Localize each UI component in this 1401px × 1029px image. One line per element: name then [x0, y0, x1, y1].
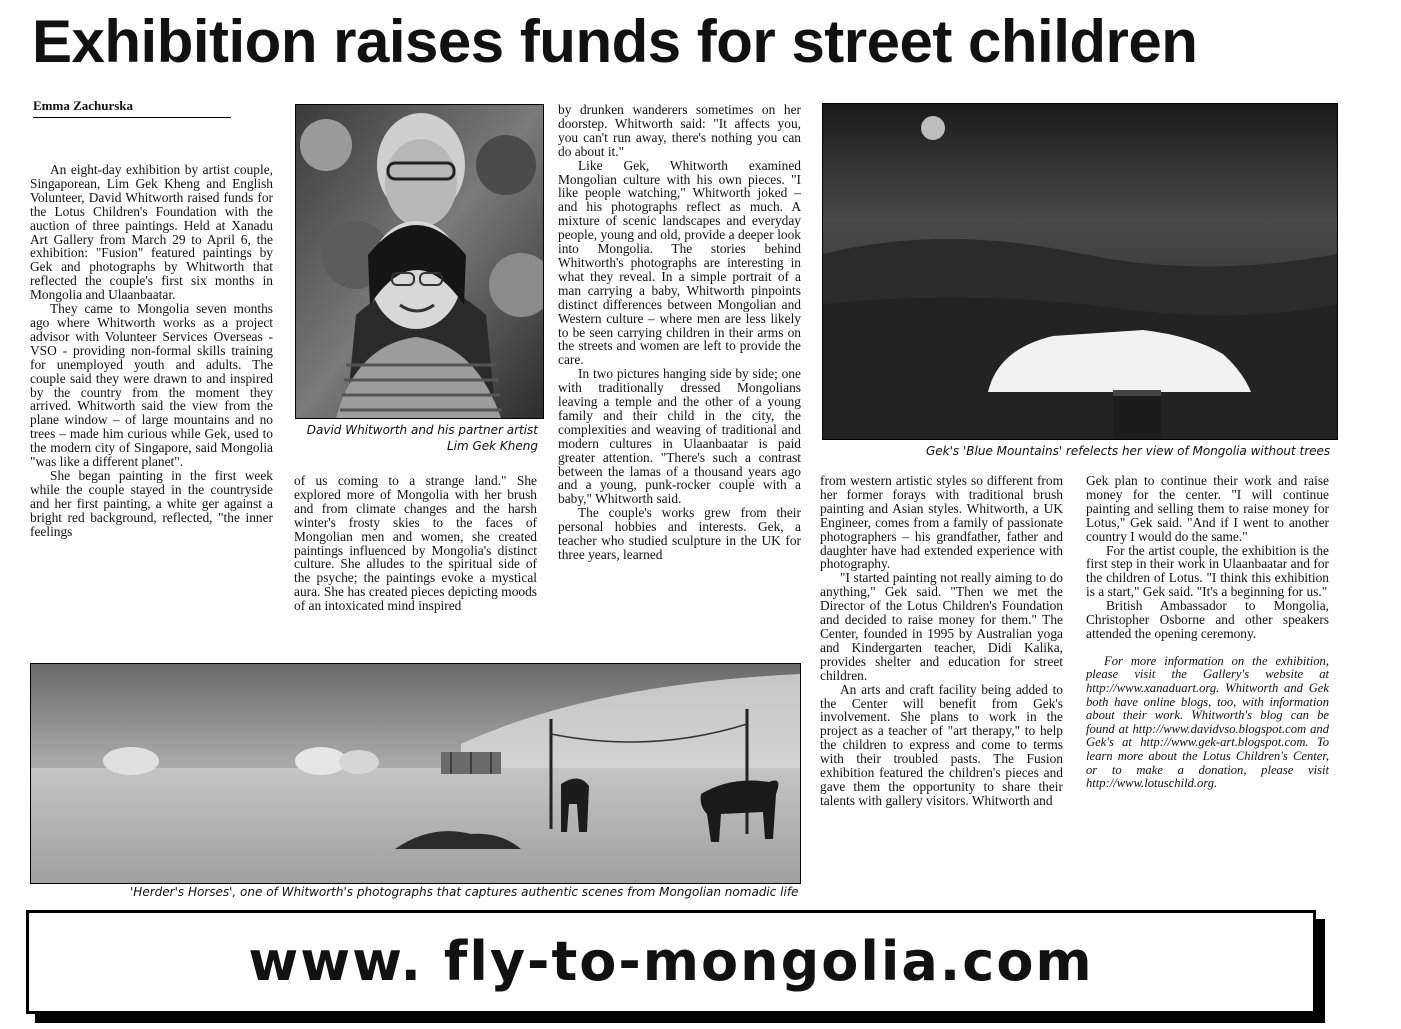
paragraph: For the artist couple, the exhibition is the first step in their work in Ulaanbaatar and for the children of Lotus. "I think this exhibition is a start," Gek said. "It's a beginning for us."	[1086, 542, 1329, 600]
article-column-5	[1086, 474, 1329, 791]
paragraph: In two pictures hanging side by side; one with traditionally dressed Mongolians leaving a temple and the other of a young family and their child in the city, the complexities and weaving of traditional and modern cultures in Ulaanbaatar is paid greater attention. "There's such a contrast between the lamas of a thousand years ago and a young, punk-rocker couple with a baby," Whitworth said.	[558, 366, 801, 507]
portrait-caption	[296, 422, 538, 454]
paragraph: An arts and craft facility being added to the Center will benefit from Gek's involvement. She plans to work in the project as a teacher of "art therapy," to help the children to express and come to terms with their troubled pasts. The Fusion exhibition featured the children's pieces and gave them the opportunity to share their talents with gallery visitors. Whitworth and	[820, 681, 1063, 808]
website-banner	[26, 910, 1316, 1014]
portrait-caption-line: David Whitworth and his partner artist	[306, 423, 538, 437]
paragraph: by drunken wanderers sometimes on her doorstep. Whitworth said: "It affects you, you can't run away, there's nothing you can do about it."	[558, 102, 801, 159]
paragraph: The couple's works grew from their personal hobbies and interests. Gek, a teacher who studied sculpture in the UK for three years, learned	[558, 505, 801, 562]
paragraph: Gek plan to continue their work and raise money for the center. "I will continue painting and selling them to raise money for Lotus," Gek said. "And if I went to another country I would do the same."	[1086, 473, 1329, 544]
portrait-photo	[295, 104, 544, 419]
horses-image	[31, 664, 800, 883]
paragraph: "I started painting not really aiming to do anything," Gek said. "Then we met the Director of the Lotus Children's Foundation and decided to raise money for them." The Center, founded in 1995 by Australian yoga and Kindergarten teacher, Didi Kalika, provides shelter and education for street children.	[820, 570, 1063, 683]
portrait-caption-line: Lim Gek Kheng	[446, 439, 538, 453]
more-information-note: For more information on the exhibition, please visit the Gallery's website at http://www.xanaduart.org. Whitworth and Gek both have online blogs, too, with information about their work. Whitworth's blog can be found at http://www.davidvso.blogspot.com and Gek's at http://www.gek-art.blogspot.com. To learn more about the Lotus Children's Center, or to make a donation, please visit http://www.lotuschild.org.	[1086, 653, 1329, 791]
byline: Emma Zachurska	[33, 98, 231, 118]
paragraph: An eight-day exhibition by artist couple, Singaporean, Lim Gek Kheng and English Volunteer, David Whitworth raised funds for the Lotus Children's Foundation with the auction of three paintings. Held at Xanadu Art Gallery from March 29 to April 6, the exhibition: "Fusion" featured paintings by Gek and photographs by Whitworth that reflected the couple's first six months in Mongolia and Ulaanbaatar.	[30, 162, 273, 303]
painting-image	[823, 104, 1337, 439]
blue-mountains-painting	[822, 103, 1338, 440]
article-column-2	[294, 474, 537, 613]
herders-horses-photo	[30, 663, 801, 884]
paragraph: Like Gek, Whitworth examined Mongolian culture with his own pieces. "I like people watching," Whitworth joked – and his photographs reflect as much. A mixture of scenic landscapes and everyday people, young and old, provide a deeper look into Mongolia. The stories behind Whitworth's photographs are interesting in what they reveal. In a simple portrait of a man carrying a baby, Whitworth pinpoints distinct differences between Mongolian and Western culture – where men are less likely to be seen carrying children in their arms on the streets and women are left to provide the care.	[558, 157, 801, 368]
paragraph: from western artistic styles so different from her former forays with traditional brush painting and Asian styles. Whitworth, a UK Engineer, comes from a family of passionate photographers – his grandfather, father and daughter have had extended experience with photography.	[820, 473, 1063, 572]
website-url[interactable]: www. fly-to-mongolia.com	[248, 930, 1094, 993]
article-column-1	[30, 163, 273, 538]
horses-caption: 'Herder's Horses', one of Whitworth's photographs that captures authentic scenes from Mongolian nomadic life	[130, 885, 799, 899]
paragraph: They came to Mongolia seven months ago where Whitworth works as a project advisor with Volunteer Services Overseas - VSO - providing non-formal skills training for unemployed youth and adults. The couple said they were drawn to and inspired by the country from the moment they arrived. Whitworth said the view from the plane window – of large mountains and no trees – made him curious while Gek, used to the modern city of Singapore, said Mongolia "was like a different planet".	[30, 301, 273, 470]
paragraph: of us coming to a strange land." She explored more of Mongolia with her brush and from climate changes and the harsh winter's frosty skies to the faces of Mongolian men and women, she created paintings influenced by Mongolia's distinct culture. She alludes to the spiritual side of the psyche; the paintings evoke a mystical aura. She has created pieces depicting moods of an intoxicated mind inspired	[294, 473, 537, 614]
article-column-4	[820, 474, 1063, 808]
paragraph: British Ambassador to Mongolia, Christopher Osborne and other speakers attended the opening ceremony.	[1086, 598, 1329, 641]
painting-caption: Gek's 'Blue Mountains' refelects her view of Mongolia without trees	[926, 444, 1331, 458]
portrait-image	[296, 105, 543, 418]
paragraph: She began painting in the first week while the couple stayed in the countryside and her first painting, a white ger against a bright red background, reflected, "the inner feelings	[30, 467, 273, 539]
headline: Exhibition raises funds for street children	[32, 8, 1198, 75]
article-column-3	[558, 103, 801, 562]
